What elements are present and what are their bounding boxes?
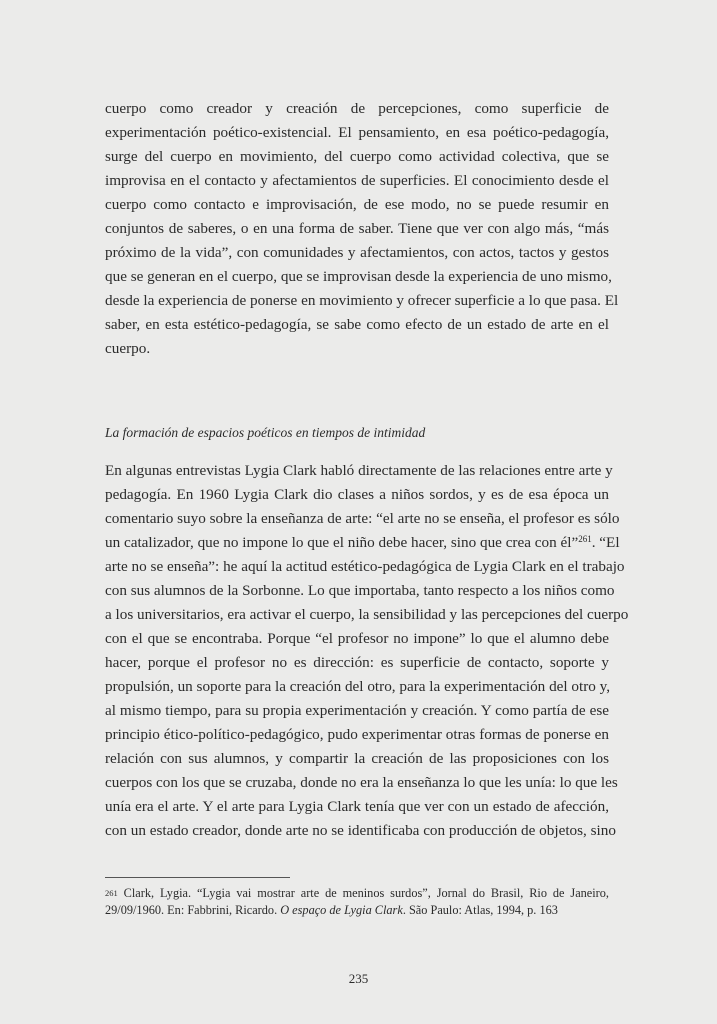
text-line: comentario suyo sobre la enseñanza de arte: “el arte no se enseña, el profesor es sólo [105, 510, 620, 527]
text-line: con el que se encontraba. Porque “el profesor no impone” lo que el alumno debe [105, 630, 609, 647]
text-line: propulsión, un soporte para la creación del otro, para la experimentación del otro y, [105, 678, 611, 695]
footnote-number: 261 [105, 888, 118, 898]
text-line: cuerpo como contacto e improvisación, de ese modo, no se puede resumir en [105, 196, 609, 213]
footnote-line [105, 902, 609, 918]
line-text: un catalizador, que no impone lo que el niño debe hacer, sino que crea con él” [105, 534, 579, 551]
text-line: pedagogía. En 1960 Lygia Clark dio clases a niños sordos, y es de esa época un [105, 486, 609, 503]
text-line: desde la experiencia de ponerse en movimiento y ofrecer superficie a lo que pasa. El [105, 292, 619, 309]
text-line: próximo de la vida”, con comunidades y afectamientos, con actos, tactos y gestos [105, 244, 609, 261]
text-line: improvisa en el contacto y afectamientos de superficies. El conocimiento desde el [105, 172, 609, 189]
page-number: 235 [348, 971, 369, 986]
text-line: experimentación poético-existencial. El pensamiento, en esa poético-pedagogía, [105, 124, 609, 141]
footnote-reference[interactable]: 261 [578, 534, 592, 544]
text-line: saber, en esta estético-pedagogía, se sabe como efecto de un estado de arte en el [105, 316, 609, 333]
text-line: relación con sus alumnos, y compartir la creación de las proposiciones con los [105, 750, 609, 767]
text-line: cuerpo. [105, 340, 151, 357]
text-line: cuerpos con los que se cruzaba, donde no era la enseñanza lo que les unía: lo que les [105, 774, 618, 791]
text-line: arte no se enseña”: he aquí la actitud estético-pedagógica de Lygia Clark en el trabajo [105, 558, 625, 575]
text-line: conjuntos de saberes, o en una forma de saber. Tiene que ver con algo más, “más [105, 220, 609, 237]
footnote-line [105, 885, 609, 901]
text-line: con sus alumnos de la Sorbonne. Lo que importaba, tanto respecto a los niños como [105, 582, 615, 599]
footnote-text: 29/09/1960. En: Fabbrini, Ricardo. [105, 903, 281, 917]
footnote-divider [105, 877, 290, 878]
text-line: unía era el arte. Y el arte para Lygia Clark tenía que ver con un estado de afección, [105, 798, 609, 815]
text-line: cuerpo como creador y creación de percepciones, como superficie de [105, 100, 609, 117]
text-line: con un estado creador, donde arte no se identificaba con producción de objetos, sino [105, 822, 616, 839]
text-line: surge del cuerpo en movimiento, del cuerpo como actividad colectiva, que se [105, 148, 609, 165]
text-line-with-footnote [105, 534, 620, 552]
text-line: a los universitarios, era activar el cuerpo, la sensibilidad y las percepciones del cuerpo [105, 606, 629, 623]
footnote-text: Clark, Lygia. “Lygia vai mostrar arte de meninos surdos”, Jornal do Brasil, Rio de Janeiro, [123, 886, 609, 900]
line-text-tail: . “El [591, 534, 620, 551]
footnote-book-title: O espaço de Lygia Clark [280, 903, 403, 917]
text-line: En algunas entrevistas Lygia Clark habló directamente de las relaciones entre arte y [105, 462, 613, 479]
text-line: que se generan en el cuerpo, que se improvisan desde la experiencia de uno mismo, [105, 268, 612, 285]
footnote-text: . São Paulo: Atlas, 1994, p. 163 [402, 903, 558, 917]
text-line: principio ético-político-pedagógico, pudo experimentar otras formas de ponerse en [105, 726, 609, 743]
text-line: hacer, porque el profesor no es dirección: es superficie de contacto, soporte y [105, 654, 609, 671]
section-heading: La formación de espacios poéticos en tiempos de intimidad [105, 425, 426, 440]
text-line: al mismo tiempo, para su propia experimentación y creación. Y como partía de ese [105, 702, 609, 719]
